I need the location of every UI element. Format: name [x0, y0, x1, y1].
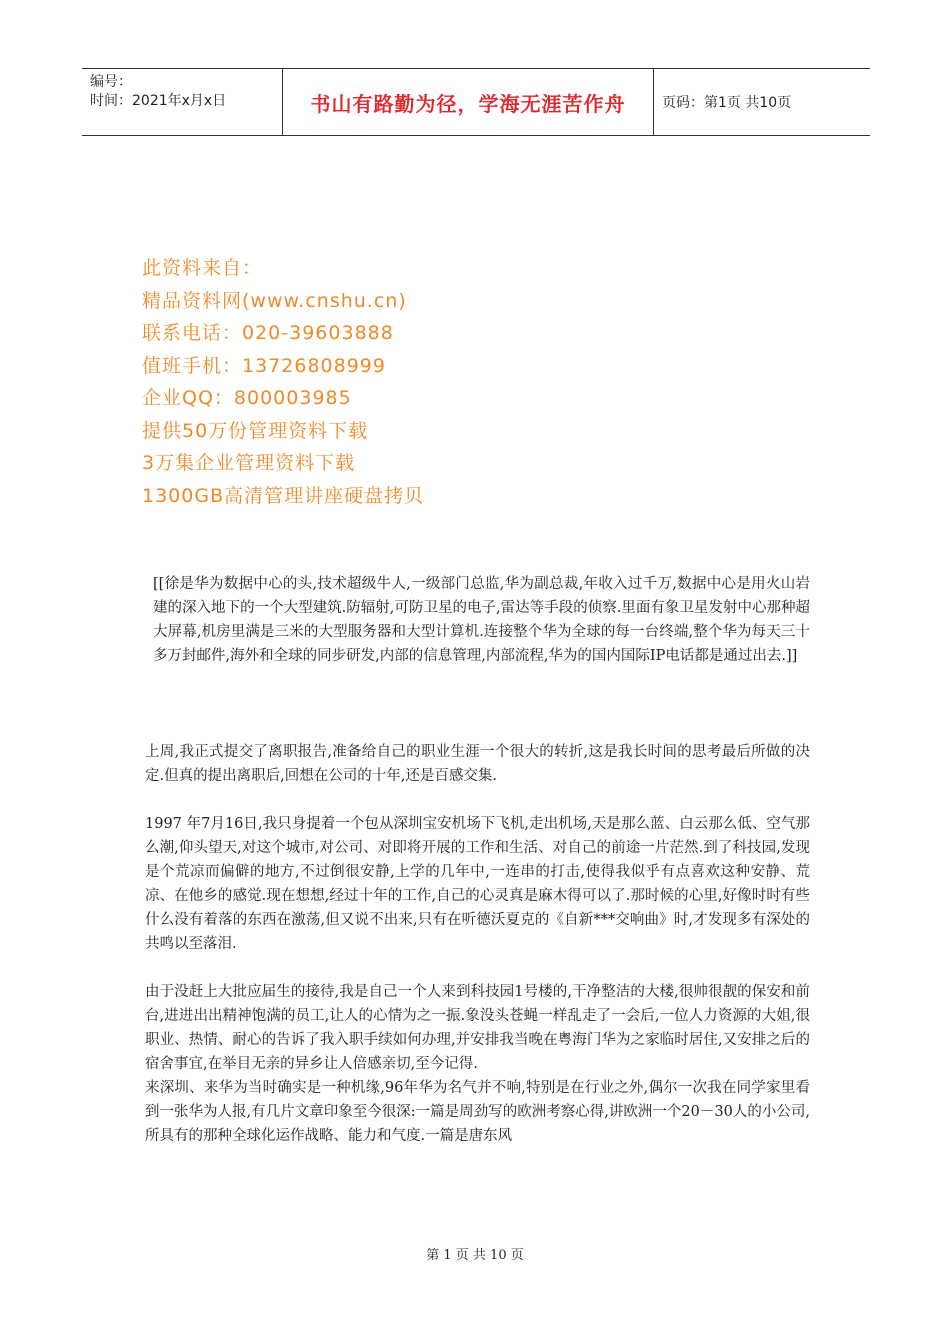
ad-line: 企业QQ：800003985 [142, 387, 352, 409]
spacer [145, 956, 810, 980]
paragraph: 上周,我正式提交了离职报告,准备给自己的职业生涯一个很大的转折,这是我长时间的思考最后所做的决定.但真的提出离职后,回想在公司的十年,还是百感交集. [145, 744, 810, 784]
page-footer: 第 1 页 共 10 页 [426, 1248, 524, 1263]
spacer [145, 788, 810, 812]
header-table [82, 68, 870, 136]
article-body [145, 572, 810, 1148]
document-number-label: 编号： [90, 74, 132, 90]
source-ad-block [142, 252, 642, 512]
ad-line: 提供50万份管理资料下载 [142, 419, 369, 442]
document-date: 时间：2021年x月x日 [90, 93, 227, 109]
header-meta-cell [82, 69, 282, 135]
header-page-cell [654, 69, 870, 135]
ad-line: 3万集企业管理资料下载 [142, 452, 356, 474]
intro-quote: [[徐是华为数据中心的头,技术超级牛人,一级部门总监,华为副总裁,年收入过千万,数据中心是用火山岩建的深入地下的一个大型建筑.防辐射,可防卫星的电子,雷达等手段的侦察.里面有象卫星发射中心那种超大屏幕,机房里满是三米的大型服务器和大型计算机.连接整个华为全球的每一台终端,整个华为每天三十多万封邮件,海外和全球的同步研发,内部的信息管理,内部流程,华为的国内国际IP电话都是通过出去.]] [153, 576, 810, 664]
ad-line: 联系电话：020-39603888 [142, 322, 394, 344]
ad-line: 此资料来自： [142, 257, 263, 279]
ad-line: 值班手机：13726808999 [142, 354, 386, 377]
paragraph: 1997 年7月16日,我只身提着一个包从深圳宝安机场下飞机,走出机场,天是那么蓝、白云那么低、空气那么潮,仰头望天,对这个城市,对公司、对即将开展的工作和生活、对自己的前途一片茫然.到了科技园,发现是个荒凉而偏僻的地方,不过倒很安静,上学的几年中,一连串的打击,使得我似乎有点喜欢这种安静、荒凉、在他乡的感觉.现在想想,经过十年的工作,自己的心灵真是麻木得可以了.那时候的心里,好像时时有些什么没有着落的东西在激荡,但又说不出来,只有在听德沃夏克的《自新***交响曲》时,才发现多有深处的共鸣以至落泪. [145, 816, 810, 952]
paragraph: 由于没赶上大批应届生的接待,我是自己一个人来到科技园1号楼的,干净整洁的大楼,很帅很靓的保安和前台,进进出出精神饱满的员工,让人的心情为之一振.象没头苍蝇一样乱走了一会后,一位人力资源的大姐,很职业、热情、耐心的告诉了我入职手续如何办理,并安排我当晚在粤海门华为之家临时居住,又安排之后的宿舍事宜,在举目无亲的异乡让人倍感亲切,至今记得. [145, 984, 810, 1072]
paragraph: 来深圳、来华为当时确实是一种机缘,96年华为名气并不响,特别是在行业之外,偶尔一次我在同学家里看到一张华为人报,有几片文章印象至今很深:一篇是周劲写的欧洲考察心得,讲欧洲一个20－30人的小公司,所具有的那种全球化运作战略、能力和气度.一篇是唐东风 [145, 1080, 810, 1144]
ad-line: 1300GB高清管理讲座硬盘拷贝 [142, 484, 425, 507]
header-motto: 书山有路勤为径，学海无涯苦作舟 [310, 91, 626, 116]
header-page-info: 页码：第1页 共10页 [662, 95, 792, 111]
spacer [145, 668, 810, 740]
header-motto-cell [282, 69, 654, 135]
ad-line: 精品资料网(www.cnshu.cn) [142, 289, 407, 312]
